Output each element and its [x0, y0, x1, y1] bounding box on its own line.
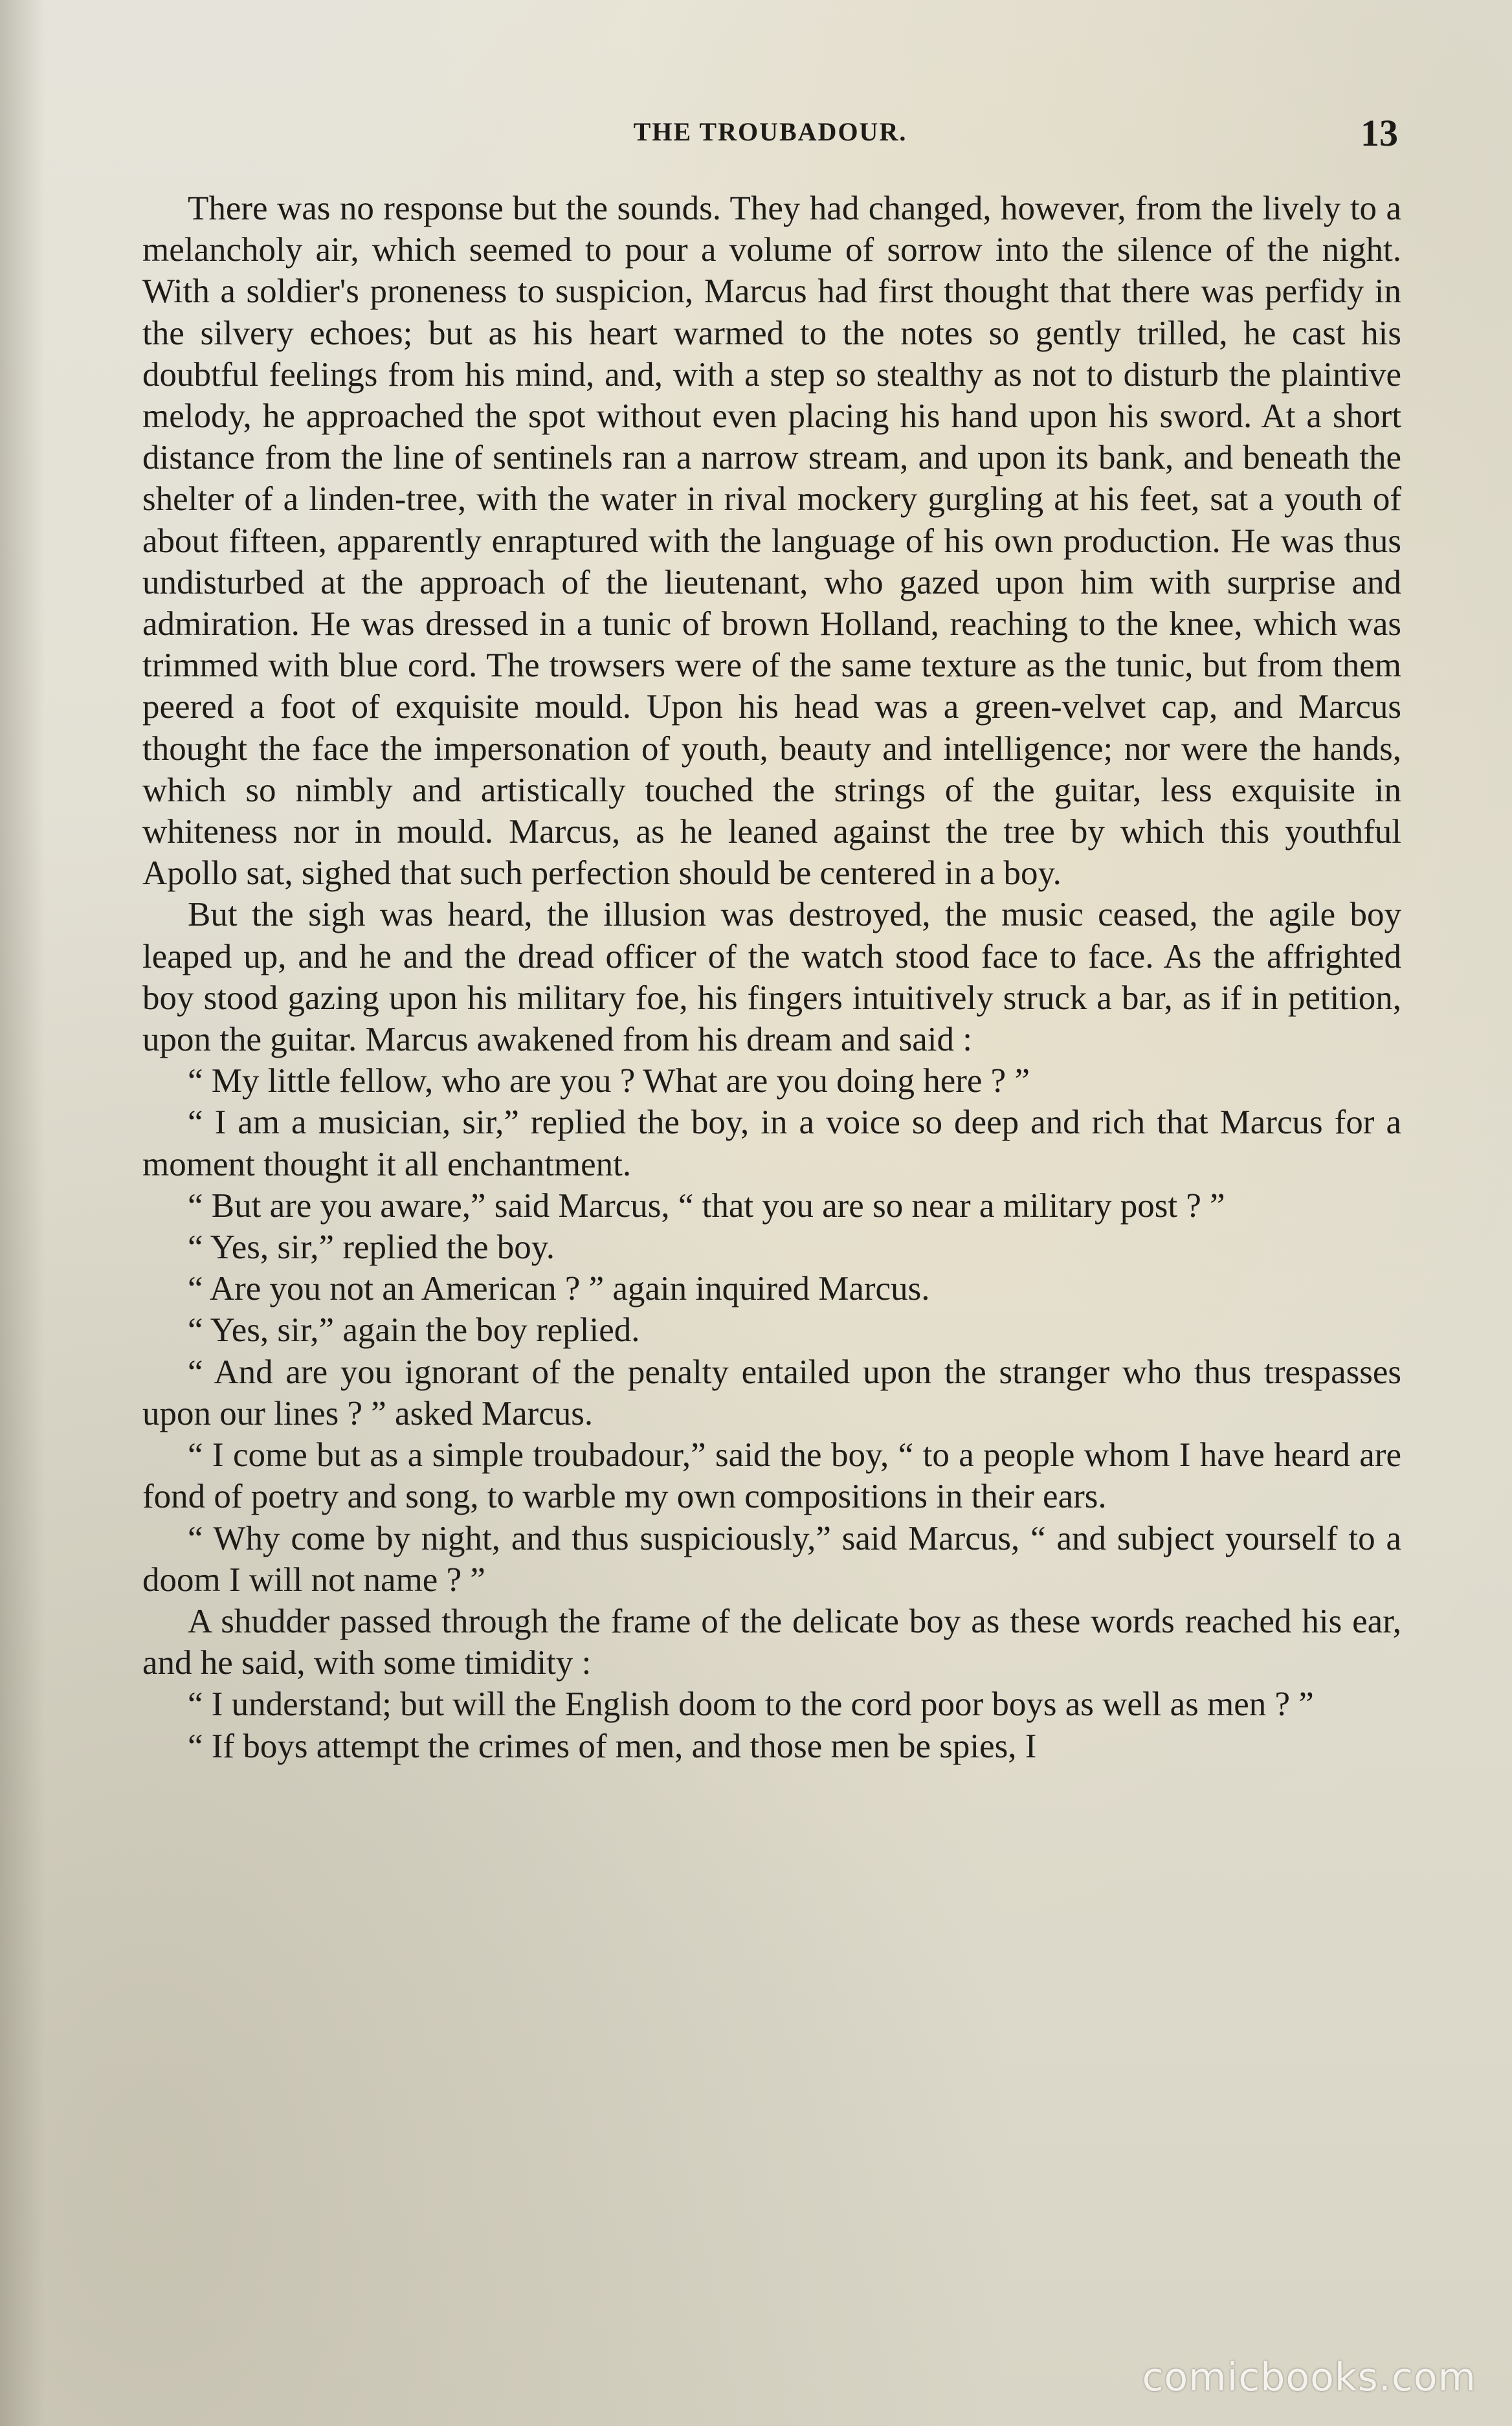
paragraph: “ And are you ignorant of the penalty entailed upon the stranger who thus trespasses upon our lines ? ” asked Marcus. — [142, 1353, 1401, 1432]
paragraph: “ Yes, sir,” replied the boy. — [188, 1229, 555, 1267]
paragraph: “ Are you not an American ? ” again inquired Marcus. — [188, 1270, 930, 1308]
paragraph: “ I understand; but will the English doom to the cord poor boys as well as men ? ” — [188, 1686, 1314, 1724]
paragraph: “ I come but as a simple troubadour,” said the boy, “ to a people whom I have heard are fond of poetry and song, to warble my own compositions in their ears. — [142, 1436, 1401, 1516]
body-text — [142, 188, 1401, 1767]
paragraph: “ If boys attempt the crimes of men, and those men be spies, I — [188, 1727, 1037, 1765]
page-number: 13 — [1361, 112, 1398, 154]
running-head: THE TROUBADOUR. — [633, 117, 907, 146]
watermark: comicbooks.com — [1142, 2355, 1476, 2400]
paragraph: “ I am a musician, sir,” replied the boy, in a voice so deep and rich that Marcus for a moment thought it all enchantment. — [142, 1104, 1401, 1183]
page-header — [142, 111, 1398, 163]
paragraph: A shudder passed through the frame of the delicate boy as these words reached his ear, and he said, with some timidity : — [142, 1602, 1401, 1682]
binding-shadow — [0, 0, 45, 2426]
paragraph: “ Why come by night, and thus suspiciously,” said Marcus, “ and subject yourself to a doom I will not name ? ” — [142, 1519, 1401, 1599]
paragraph: There was no response but the sounds. They had changed, however, from the lively to a melancholy air, which seemed to pour a volume of sorrow into the silence of the night. With a soldier's proneness to suspicion, Marcus had first thought that there was perfidy in the silvery echoes; but as his heart warmed to the notes so gently trilled, he cast his doubtful feelings from his mind, and, with a step so stealthy as not to disturb the plaintive melody, he approached the spot without even placing his hand upon his sword. At a short distance from the line of sentinels ran a narrow stream, and upon its bank, and beneath the shelter of a linden-tree, with the water in rival mockery gurgling at his feet, sat a youth of about fifteen, apparently enraptured with the language of his own production. He was thus undisturbed at the approach of the lieutenant, who gazed upon him with surprise and admiration. He was dressed in a tunic of brown Holland, reaching to the knee, which was trimmed with blue cord. The trowsers were of the same texture as the tunic, but from them peered a foot of exquisite mould. Upon his head was a green-velvet cap, and Marcus thought the face the impersonation of youth, beauty and intelligence; nor were the hands, which so nimbly and artistically touched the strings of the guitar, less exquisite in whiteness nor in mould. Marcus, as he leaned against the tree by which this youthful Apollo sat, sighed that such perfection should be centered in a boy. — [142, 190, 1401, 893]
paragraph: “ My little fellow, who are you ? What are you doing here ? ” — [188, 1062, 1030, 1100]
paragraph: “ But are you aware,” said Marcus, “ that you are so near a military post ? ” — [188, 1186, 1225, 1225]
paragraph: “ Yes, sir,” again the boy replied. — [188, 1311, 640, 1350]
paragraph: But the sigh was heard, the illusion was destroyed, the music ceased, the agile boy leaped up, and he and the dread officer of the watch stood face to face. As the affrighted boy stood gazing upon his military foe, his fingers intuitively struck a bar, as if in petition, upon the guitar. Marcus awakened from his dream and said : — [142, 896, 1401, 1059]
